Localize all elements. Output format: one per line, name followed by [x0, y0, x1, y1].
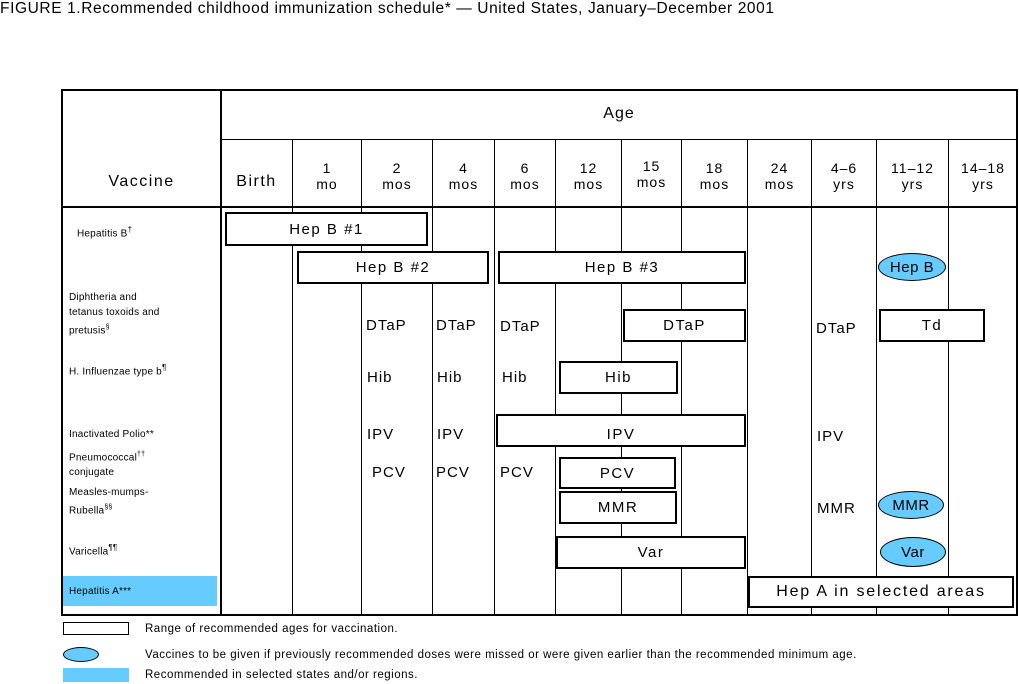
col-divider	[432, 140, 433, 616]
hepb-catchup-oval: Hep B	[878, 253, 946, 281]
legend-selected-text: Recommended in selected states and/or regions.	[145, 669, 418, 681]
age-col-14-18yrs: 14–18 yrs	[961, 160, 1005, 192]
hib-4mos: Hib	[437, 369, 463, 386]
age-label: Age	[603, 105, 635, 122]
hepb2-range-bar: Hep B #2	[297, 251, 489, 284]
age-col-15mos: 15 mos	[636, 158, 667, 190]
pcv-2mos: PCV	[372, 464, 406, 481]
hib-6mos: Hib	[502, 369, 528, 386]
vaccine-hepatitis-b: Hepatitis B†	[77, 225, 133, 240]
ipv-4-6yrs: IPV	[817, 428, 845, 445]
legend-catchup-oval	[63, 647, 99, 662]
hib-12-15-range-bar: Hib	[559, 361, 678, 394]
vaccine-varicella: Varicella¶¶	[69, 543, 118, 558]
mmr-4-6yrs: MMR	[817, 500, 856, 517]
legend-selected-swatch	[63, 668, 129, 682]
age-col-24mos: 24 mos	[764, 160, 795, 192]
vaccine-ipv: Inactivated Polio**	[69, 429, 154, 440]
vaccine-label: Vaccine	[108, 173, 175, 190]
col-divider	[876, 140, 877, 616]
legend-catchup-text: Vaccines to be given if previously recommended doses were missed or were given earlier than the recommended minimum age.	[145, 649, 857, 661]
age-col-birth: Birth	[236, 173, 277, 190]
vaccine-hib: H. Influenzae type b¶	[69, 363, 167, 378]
age-col-4mos: 4 mos	[448, 160, 479, 192]
legend-range-text: Range of recommended ages for vaccination.	[145, 623, 399, 635]
age-col-18mos: 18 mos	[699, 160, 730, 192]
dtap-4-6yrs: DTaP	[816, 320, 857, 337]
col-divider	[811, 140, 812, 616]
mmr-catchup-oval: MMR	[878, 491, 944, 519]
vaccine-hepatitis-a: Hepatitis A***	[69, 586, 132, 597]
age-col-4-6yrs: 4–6 yrs	[830, 160, 858, 192]
ipv-4mos: IPV	[437, 426, 465, 443]
age-col-1mo: 1 mo	[316, 160, 338, 192]
col-divider	[948, 140, 949, 616]
age-col-12mos: 12 mos	[573, 160, 604, 192]
dtap-15-18-range-bar: DTaP	[623, 309, 746, 342]
col-divider	[747, 140, 748, 616]
td-range-bar: Td	[879, 309, 985, 342]
age-header-divider	[221, 139, 1017, 140]
pcv-12-15-range-bar: PCV	[559, 457, 676, 489]
vaccine-column-divider	[220, 89, 222, 616]
dtap-4mos: DTaP	[436, 317, 477, 334]
dtap-2mos: DTaP	[366, 317, 407, 334]
age-col-11-12yrs: 11–12 yrs	[891, 160, 934, 192]
hepa-range-bar: Hep A in selected areas	[748, 576, 1014, 608]
figure-title: FIGURE 1.Recommended childhood immunization schedule* — United States, January–December 2001	[0, 0, 775, 17]
ipv-2mos: IPV	[367, 426, 395, 443]
vaccine-mmr: Measles-mumps- Rubella§§	[69, 487, 149, 517]
age-col-6mos: 6 mos	[510, 160, 540, 192]
hepb1-range-bar: Hep B #1	[225, 212, 428, 246]
header-bottom-divider	[61, 206, 1018, 208]
hib-2mos: Hib	[367, 369, 393, 386]
pcv-6mos: PCV	[500, 464, 534, 481]
var-12-18-range-bar: Var	[556, 536, 746, 569]
vaccine-dtap: Diphtheria and tetanus toxoids and pretusis§	[69, 292, 160, 337]
vaccine-pcv: Pneumococcal†† conjugate	[69, 451, 146, 479]
pcv-4mos: PCV	[436, 464, 470, 481]
age-col-2mos: 2 mos	[382, 160, 412, 192]
legend-range-swatch	[63, 622, 129, 635]
col-divider	[494, 140, 495, 616]
ipv-6-18-range-bar: IPV	[496, 414, 746, 447]
var-catchup-oval: Var	[880, 537, 946, 567]
mmr-12-15-range-bar: MMR	[559, 491, 677, 524]
dtap-6mos: DTaP	[500, 318, 541, 335]
hepb3-range-bar: Hep B #3	[498, 251, 746, 284]
